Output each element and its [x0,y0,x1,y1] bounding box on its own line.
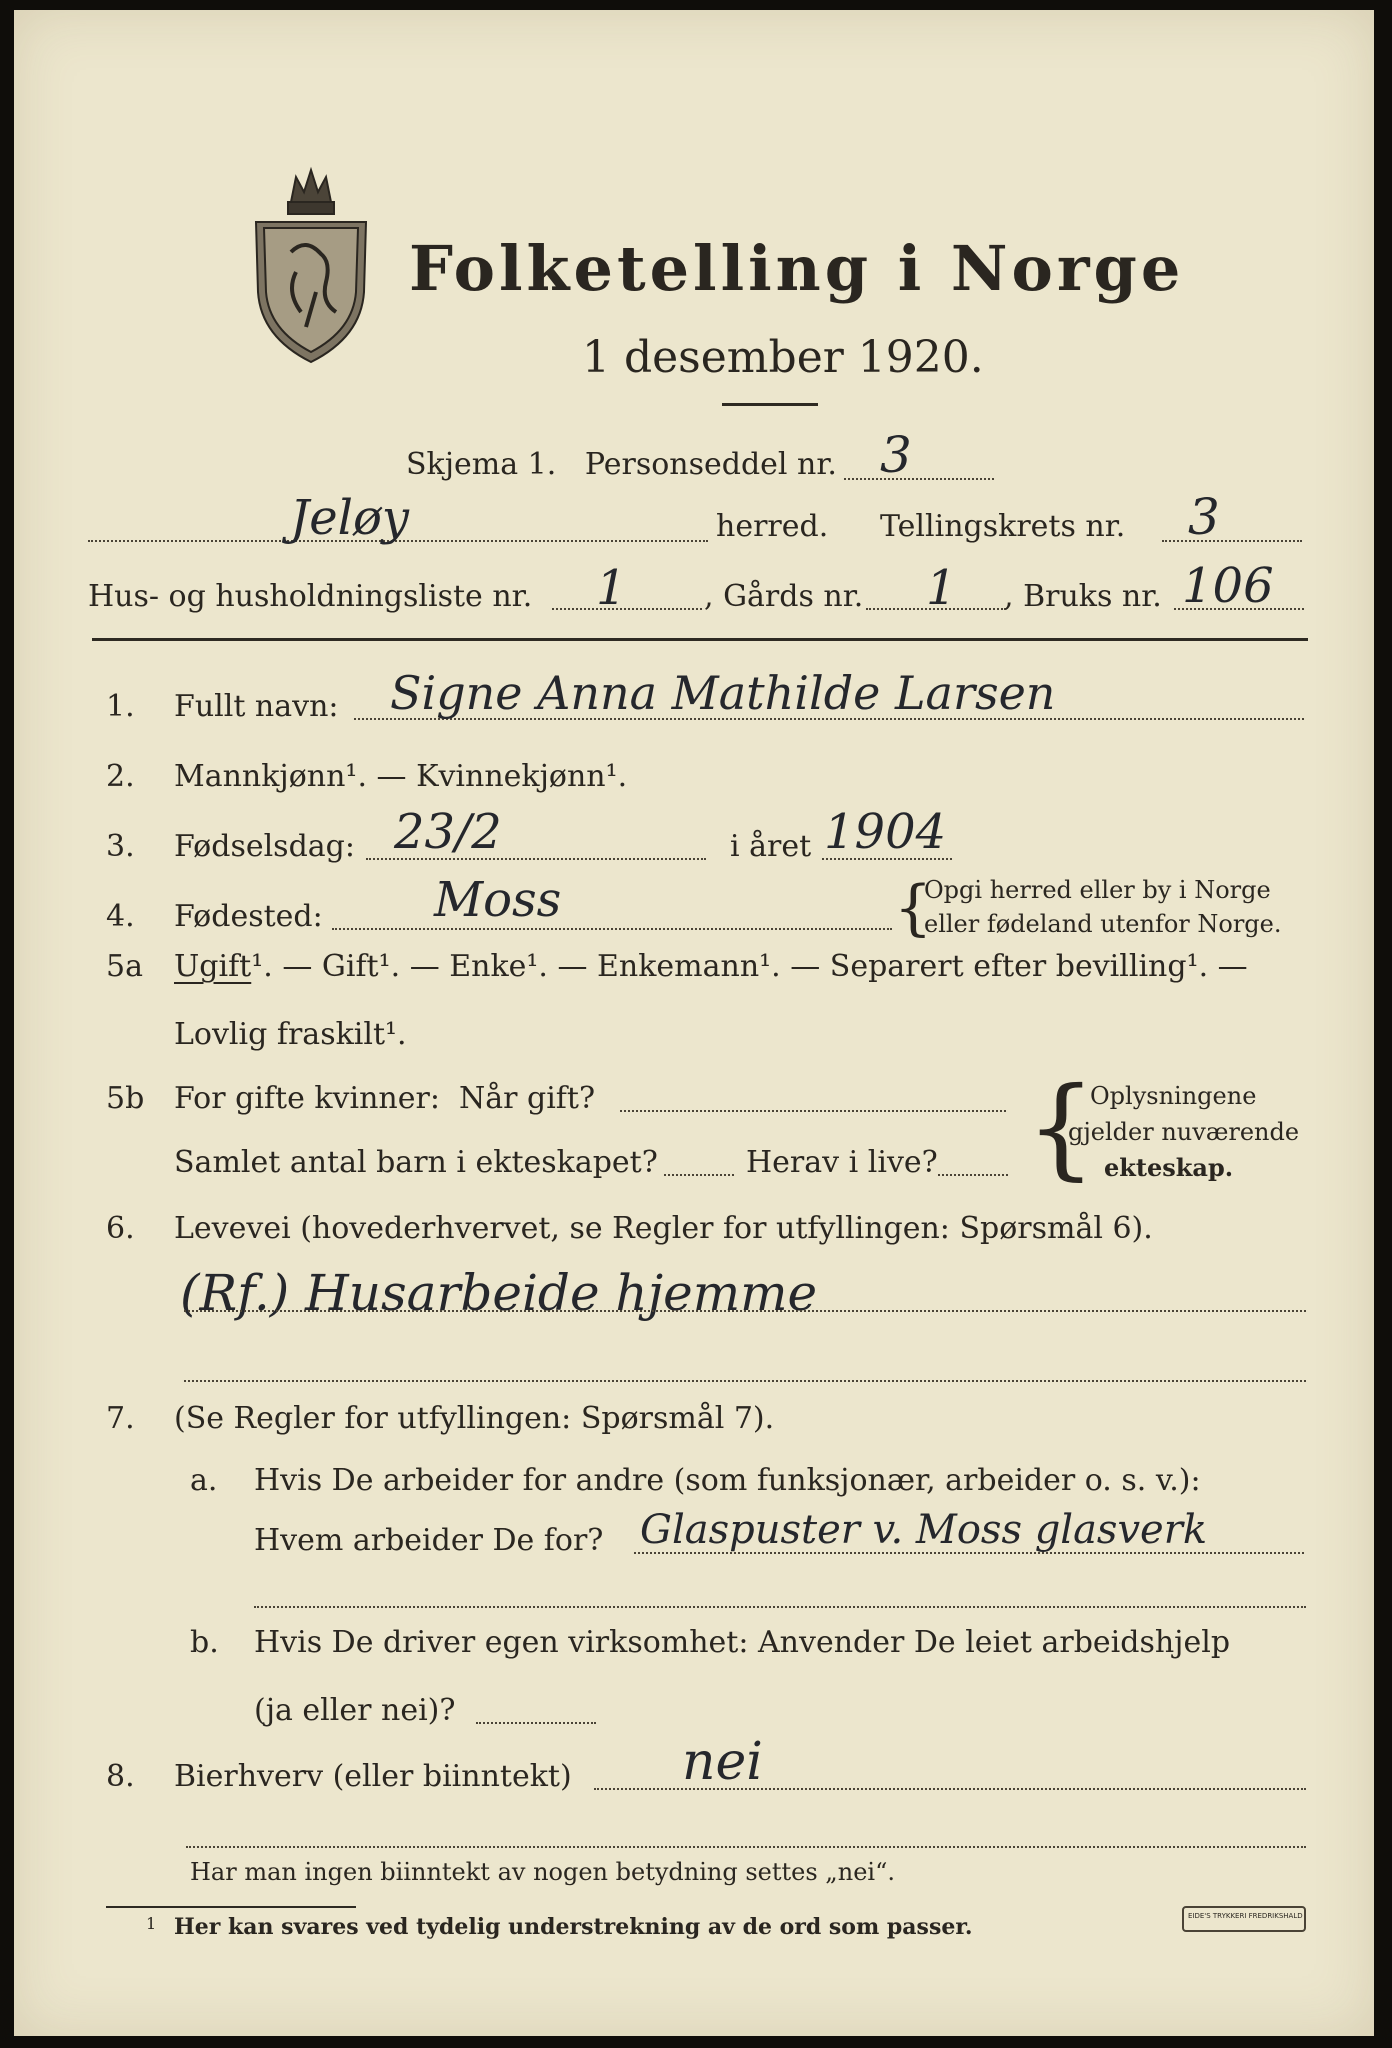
q5b-note-1: Oplysningene [1090,1082,1257,1110]
herred-label: herred. [716,509,829,544]
bruks-label: , Bruks nr. [1004,579,1162,614]
q7b-label: Hvis De driver egen virksomhet: Anvender De leiet arbeidshjelp [254,1625,1231,1660]
q4-number: 4. [106,899,135,934]
q7a-label: Hvis De arbeider for andre (som funksjonær, arbeider o. s. v.): [254,1463,1201,1498]
q5a-number: 5a [106,949,143,984]
census-form-page [14,10,1374,2036]
gards-label: , Gårds nr. [704,579,864,614]
q4-note-1: Opgi herred eller by i Norge [924,876,1271,904]
q5b-note-3: ekteskap. [1104,1153,1234,1182]
q7a-value: Glaspuster v. Moss glasverk [640,1507,1208,1553]
q5b-barn-field [664,1174,734,1176]
q5b-note-2: gjelder nuværende [1068,1118,1300,1146]
q7b-field [476,1722,596,1724]
husholdningsliste-field [552,608,702,610]
form-title: Folketelling i Norge [409,232,1185,305]
personseddel-value: 3 [880,426,912,484]
husholdningsliste-label: Hus- og husholdningsliste nr. [88,579,533,614]
q6-field-1 [184,1310,1306,1312]
q1-number: 1. [106,689,135,724]
nei-instruction: Har man ingen biinntekt av nogen betydning settes „nei“. [190,1858,895,1886]
q6-value: (Rf.) Husarbeide hjemme [180,1264,818,1322]
q7a-label-2: Hvem arbeider De for? [254,1523,604,1558]
personseddel-field [844,478,994,480]
footnote-divider [106,1906,356,1908]
tellingskrets-value: 3 [1188,488,1220,546]
q3-year-label: i året [730,829,812,864]
coat-of-arms-icon [246,162,376,372]
q5b-brace: { [1026,1063,1096,1191]
printer-stamp-text: EIDE'S TRYKKERI FREDRIKSHALD [1188,1912,1303,1920]
q7a-field-2 [254,1606,1306,1608]
q5a-ugift-marked: Ugift [174,949,252,984]
gards-value: 1 [926,560,957,616]
q7-number: 7. [106,1401,135,1436]
q5a-line-2: Lovlig fraskilt¹. [174,1017,407,1052]
printer-stamp [1182,1906,1306,1932]
form-date: 1 desember 1920. [582,332,984,383]
q4-label: Fødested: [174,899,323,934]
bruks-value: 106 [1182,558,1274,614]
q5b-label-1: For gifte kvinner: Når gift? [174,1081,596,1116]
q5b-number: 5b [106,1081,145,1116]
q5a-options [174,949,1248,984]
q8-label: Bierhverv (eller biinntekt) [174,1759,572,1794]
q4-brace: { [894,873,933,943]
footnote-mark: 1 [146,1914,157,1933]
q5b-label-3: Herav i live? [746,1145,938,1180]
husholdningsliste-value: 1 [596,560,627,616]
footnote-text: Her kan svares ved tydelig understrekning av de ord som passer. [174,1914,973,1940]
q5a-options-rest: ¹. — Gift¹. — Enke¹. — Enkemann¹. — Separert efter bevilling¹. — [251,949,1248,984]
title-divider [722,403,818,406]
q5b-live-field [938,1174,1008,1176]
q6-number: 6. [106,1211,135,1246]
q1-label: Fullt navn: [174,689,339,724]
q7a-letter: a. [190,1463,218,1498]
q7b-label-2: (ja eller nei)? [254,1693,456,1728]
header-divider [92,638,1308,641]
q1-value: Signe Anna Mathilde Larsen [390,666,1056,720]
q7-label: (Se Regler for utfyllingen: Spørsmål 7). [174,1401,775,1436]
q8-number: 8. [106,1759,135,1794]
q3-year-value: 1904 [824,804,947,860]
q2-number: 2. [106,759,135,794]
q3-number: 3. [106,829,135,864]
q6-field-2 [184,1380,1306,1382]
q7b-letter: b. [190,1625,219,1660]
q5b-label-2: Samlet antal barn i ekteskapet? [174,1145,658,1180]
tellingskrets-field [1162,540,1302,542]
q4-note-2: eller fødeland utenfor Norge. [924,910,1282,938]
q8-value: nei [682,1732,763,1792]
tellingskrets-label: Tellingskrets nr. [880,509,1126,544]
q2-label: Mannkjønn¹. — Kvinnekjønn¹. [174,759,628,794]
q3-label: Fødselsdag: [174,829,355,864]
q8-field-2 [186,1846,1306,1848]
q4-value: Moss [434,872,562,928]
q4-field [332,928,892,930]
skjema-label: Skjema 1. Personseddel nr. [406,447,837,482]
herred-value: Jeløy [290,490,410,546]
q6-label: Levevei (hovederhvervet, se Regler for utfyllingen: Spørsmål 6). [174,1211,1153,1246]
q3-value: 23/2 [394,804,502,860]
q5b-gift-field [620,1110,1006,1112]
